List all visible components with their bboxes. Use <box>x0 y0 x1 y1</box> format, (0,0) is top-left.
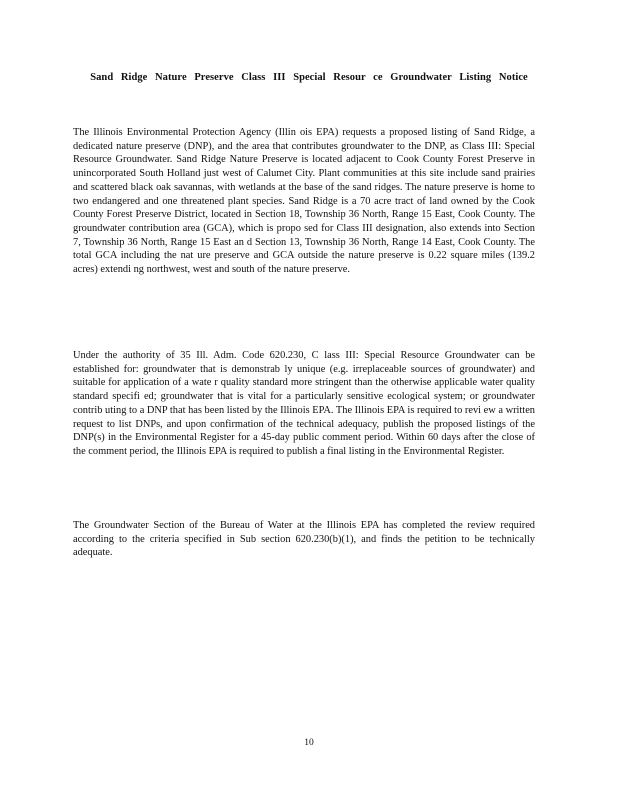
paragraph-listing-request: The Illinois Environmental Protection Agency (Illin ois EPA) requests a proposed listing of Sand Ridge, a dedicated nature preserve (DNP), and the area that contributes groundwater to the DNP, as Class III: Special Resource Groundwater. Sand Ridge Nature Preserve is located adjacent to Cook County Forest Preserve in unincorporated South Holland just west of Calumet City. Plant communities at this site include sand prairies and scattered black oak savannas, with wetlands at the base of the sand ridges. The nature preserve is home to two endangered and one threatened plant species. Sand Ridge is a 70 acre tract of land owned by the Cook County Forest Preserve District, located in Section 18, Township 36 North, Range 15 East, Cook County. The groundwater contribution area (GCA), which is propo sed for Class III designation, also extends into Section 7, Township 36 North, Range 15 East an d Section 13, Township 36 North, Range 14 East, Cook County. The total GCA including the nat ure preserve and GCA outside the nature preserve is 0.22 square miles (139.2 acres) extendi ng northwest, west and south of the nature preserve. <box>73 127 535 276</box>
page-number: 10 <box>304 738 314 748</box>
paragraph-legal-authority: Under the authority of 35 Ill. Adm. Code 620.230, C lass III: Special Resource Groundwater can be established for: groundwater that is demonstrab ly unique (e.g. irreplaceable sources of groundwater) and suitable for application of a wate r quality standard more stringent than the otherwise applicable water quality standard specifi ed; groundwater that is vital for a particularly sensitive ecological system; or groundwater contrib uting to a DNP that has been listed by the Illinois EPA. The Illinois EPA is required to revi ew a written request to list DNPs, and upon confirmation of the technical adequacy, publish the proposed listings of the DNP(s) in the Environmental Register for a 45-day public comment period. Within 60 days after the close of the comment period, the Illinois EPA is required to publish a final listing in the Environmental Register. <box>73 350 535 457</box>
document-title: Sand Ridge Nature Preserve Class III Special Resour ce Groundwater Listing Notice <box>90 72 528 83</box>
paragraph-review-finding: The Groundwater Section of the Bureau of Water at the Illinois EPA has completed the review required according to the criteria specified in Sub section 620.230(b)(1), and finds the petition to be technically adequate. <box>73 520 535 559</box>
